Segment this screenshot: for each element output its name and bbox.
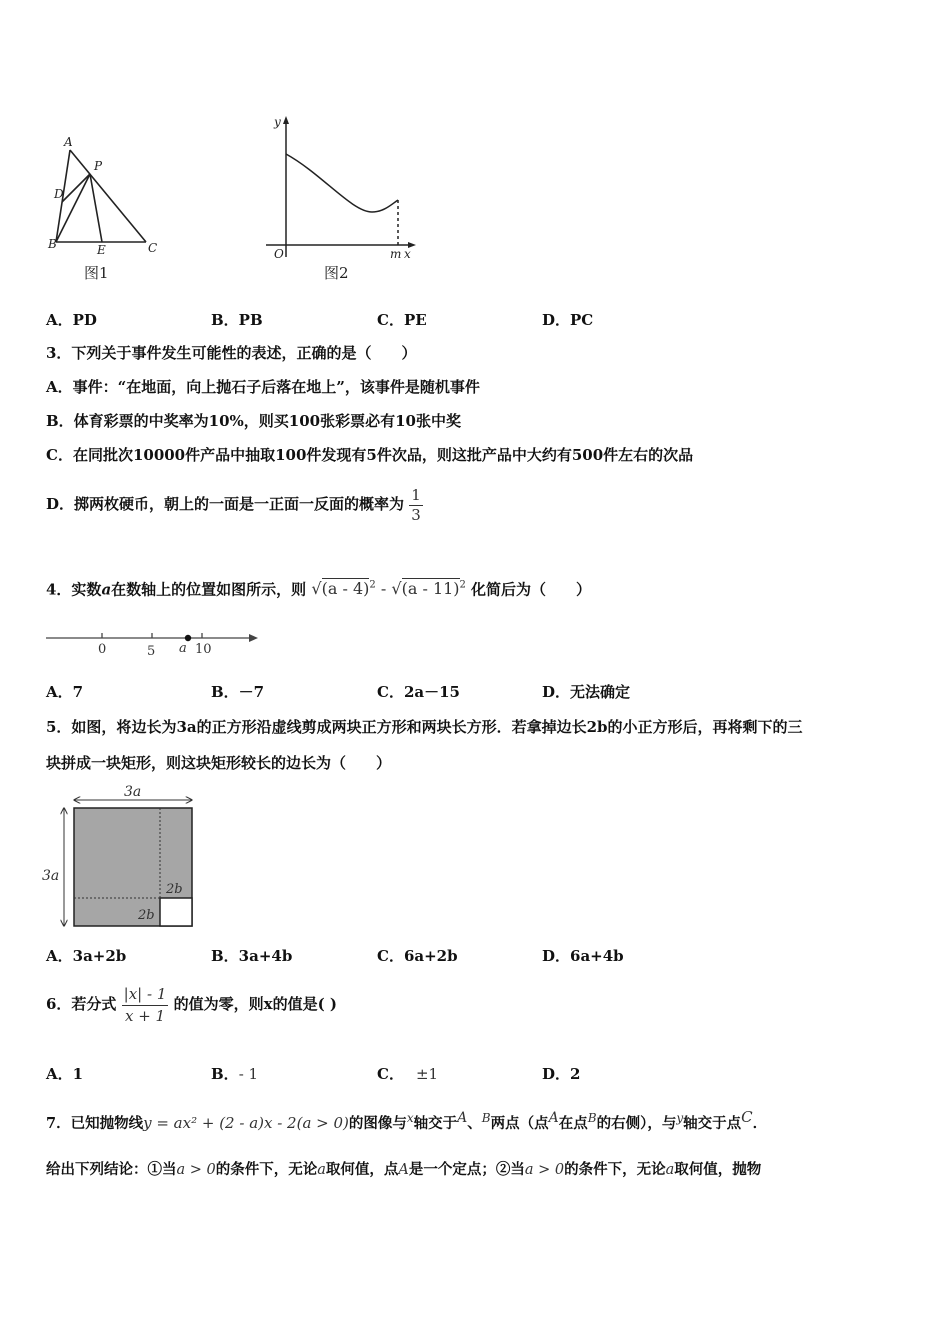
q7-y: y: [676, 1111, 684, 1125]
q6-stem: [46, 982, 337, 1027]
q5-stem-line-1: 5．如图，将边长为3a的正方形沿虚线剪成两块正方形和两块长方形．若拿掉边长2b的小正方形后，再将剩下的三: [46, 718, 803, 736]
q2-option-b: B．PB: [211, 311, 263, 329]
q7-text: 的条件下，无论: [564, 1161, 666, 1178]
q7-point-b-2: B: [587, 1111, 597, 1125]
q7-var-a-2: a: [665, 1162, 675, 1178]
q4-option-d: D．无法确定: [542, 683, 631, 701]
q6-option-a: [46, 1064, 83, 1084]
q7-formula: y = ax² + (2 - a)x - 2(a > 0): [143, 1113, 349, 1132]
q7-text: 的条件下，无论: [215, 1161, 318, 1178]
figure-2-graph: [262, 112, 422, 287]
opt-letter: D．: [542, 1065, 571, 1083]
q6-numerator: |x| - 1: [123, 984, 167, 1003]
q7-text: 、: [467, 1114, 482, 1132]
label-e: E: [97, 243, 106, 257]
label-m: m: [390, 247, 402, 261]
opt-value: ±1: [415, 1065, 439, 1083]
q6-stem-post: 的值为零，则x的值是( ): [173, 995, 337, 1013]
label-inner-2b-right: 2b: [166, 882, 183, 897]
q5-option-c: C．6a+2b: [377, 947, 458, 965]
q6-option-d: [542, 1064, 580, 1084]
label-a: A: [64, 135, 73, 149]
q7-pre: 7．已知抛物线: [46, 1114, 144, 1132]
q2-option-a: A．PD: [46, 311, 97, 329]
q3-option-b: B．体育彩票的中奖率为10%，则买100张彩票必有10张中奖: [46, 412, 461, 430]
q4-stem-post: 化简后为（ ）: [471, 580, 592, 599]
opt-value: 1: [72, 1065, 84, 1083]
opt-value: - 1: [238, 1065, 259, 1083]
q2-option-d: D．PC: [542, 311, 594, 329]
q2-option-c: C．PE: [377, 311, 427, 329]
q4-stem-mid: 在数轴上的位置如图所示，则: [111, 580, 307, 599]
sqrt-icon: √: [311, 579, 322, 599]
q6-option-c: [377, 1064, 438, 1084]
q4-option-b: B．－7: [211, 683, 265, 701]
q4-number-line: [44, 626, 264, 660]
q7-text: ．: [752, 1114, 768, 1132]
q7-line-2: [46, 1158, 761, 1182]
q4-minus: -: [380, 579, 387, 599]
q7-point-c: C: [741, 1108, 753, 1126]
label-c: C: [148, 241, 158, 255]
q6-stem-pre: 6．若分式: [46, 995, 117, 1013]
q7-point-b: B: [481, 1111, 491, 1125]
q5-option-d: D．6a+4b: [542, 947, 624, 965]
small-square-removed: [160, 898, 192, 926]
q7-line-1: [46, 1100, 767, 1141]
label-y: y: [274, 115, 281, 129]
q7-text: 两点（点: [490, 1114, 549, 1132]
q4-var-a: a: [101, 580, 112, 599]
q5-option-b: B．3a+4b: [211, 947, 293, 965]
segment-ac: [70, 150, 146, 242]
q7-point-a: A: [457, 1110, 468, 1126]
figure-2-caption: 图2: [324, 264, 349, 282]
q7-text: 取何值，抛物: [674, 1161, 762, 1178]
q4-expression: [311, 579, 471, 598]
label-inner-2b-bottom: 2b: [138, 908, 155, 923]
q4-sup2: 2: [459, 580, 466, 591]
q3-stem: 3．下列关于事件发生可能性的表述，正确的是（ ）: [46, 344, 417, 362]
opt-value: 2: [570, 1065, 581, 1083]
q7-text: 是一个定点；②当: [408, 1161, 525, 1178]
label-d: D: [54, 187, 64, 201]
q4-stem-pre: 4．实数: [46, 580, 102, 599]
q5-stem-line-2: 块拼成一块矩形，则这块矩形较长的边长为（ ）: [46, 754, 392, 772]
q5-option-a: A．3a+2b: [46, 947, 127, 965]
segment-pe: [90, 174, 102, 242]
label-o: O: [274, 247, 284, 261]
label-top-3a: 3a: [124, 784, 142, 800]
q7-x: x: [406, 1111, 414, 1125]
figure-1-caption: 图1: [84, 264, 109, 282]
q4-sup1: 2: [369, 580, 376, 591]
q7-point-a-2: A: [548, 1110, 559, 1126]
q4-stem: [46, 572, 591, 603]
q6-denominator: x + 1: [122, 1005, 169, 1027]
opt-letter: C．: [377, 1065, 404, 1083]
q3-option-a: A．事件：“在地面，向上抛石子后落在地上”，该事件是随机事件: [46, 378, 480, 396]
curve: [286, 154, 398, 212]
q5-square-figure: [40, 782, 200, 932]
q7-text: 的右侧），与: [596, 1114, 677, 1132]
q4-option-c: C．2a－15: [377, 683, 460, 701]
q7-text: 轴交于点: [683, 1114, 742, 1132]
q7-text: 轴交于: [413, 1114, 458, 1132]
q7-text: 在点: [558, 1114, 588, 1132]
q3-option-d: [46, 484, 423, 525]
q4-expr2: (a - 11): [401, 579, 460, 599]
q6-fraction: [122, 984, 169, 1027]
q4-option-a: A．7: [46, 683, 84, 701]
q6-option-b: [211, 1064, 258, 1084]
label-left-3a: 3a: [42, 868, 60, 884]
sqrt-icon: √: [391, 579, 402, 599]
label-b: B: [48, 237, 57, 251]
figure-1-triangle: [44, 132, 170, 287]
q4-expr1: (a - 4): [321, 579, 370, 599]
label-x: x: [404, 247, 411, 261]
tick-10: 10: [195, 642, 212, 657]
q7-condition-2: a > 0: [524, 1162, 565, 1178]
q3-option-d-text: D．掷两枚硬币，朝上的一面是一正面一反面的概率为: [46, 495, 405, 513]
opt-letter: A．: [46, 1065, 73, 1083]
fraction-numerator: 1: [411, 485, 421, 504]
q7-text: 取何值，点: [325, 1161, 399, 1178]
q3-option-d-fraction: [409, 486, 423, 525]
tick-a: a: [179, 641, 187, 656]
label-p: P: [94, 159, 103, 173]
fraction-denominator: 3: [411, 505, 421, 524]
q3-option-c: C．在同批次10000件产品中抽取100件发现有5件次品，则这批产品中大约有500件左右的次品: [46, 446, 694, 464]
q7-condition: a > 0: [176, 1162, 216, 1178]
q7-point-a-3: A: [398, 1162, 409, 1178]
q7-text: 的图像与: [348, 1114, 407, 1132]
tick-0: 0: [98, 642, 107, 657]
tick-5: 5: [147, 644, 156, 659]
q7-text: 给出下列结论：①当: [46, 1161, 177, 1178]
q7-var-a: a: [317, 1162, 326, 1178]
opt-letter: B．: [211, 1065, 239, 1083]
